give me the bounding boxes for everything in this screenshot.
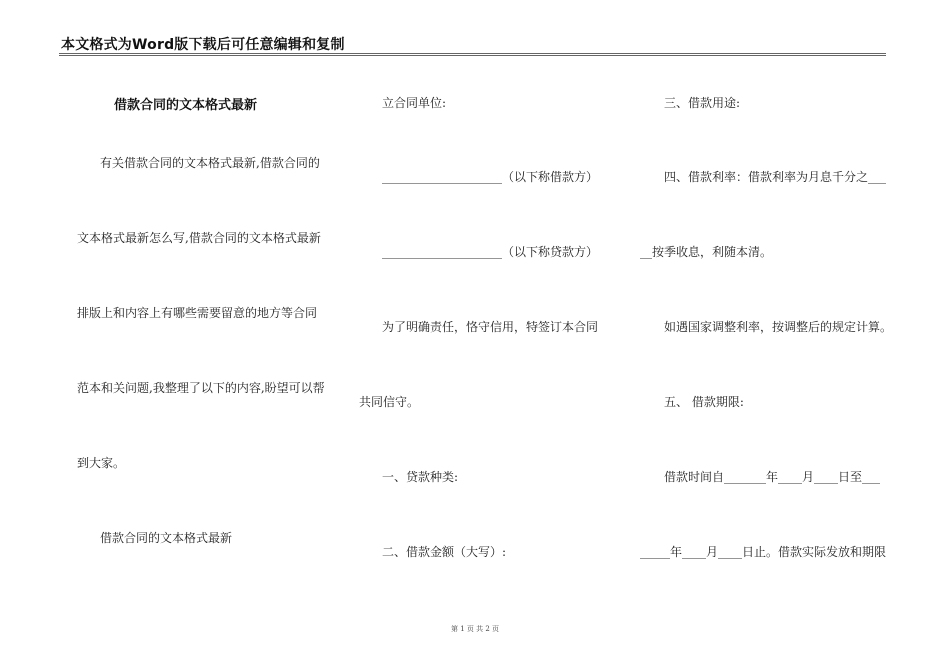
paragraph-line: _____年____月____日止。借款实际发放和期限 — [640, 545, 887, 559]
section-loan-amount: 二、借款金额（大写）: — [382, 545, 507, 559]
document-title: 借款合同的文本格式最新 — [114, 98, 258, 113]
section-loan-term: 五、 借款期限: — [664, 395, 744, 409]
section-interest-rate: 四、借款利率：借款利率为月息千分之___ — [664, 170, 887, 184]
header-rule-double — [59, 55, 886, 56]
paragraph-line: 范本和关问题,我整理了以下的内容,盼望可以帮 — [77, 381, 325, 395]
paragraph-line: __按季收息，利随本清。 — [640, 245, 773, 259]
contract-parties-label: 立合同单位: — [382, 96, 447, 110]
subheading: 借款合同的文本格式最新 — [100, 531, 233, 545]
borrower-blank-line: ____________________（以下称借款方） — [382, 170, 599, 184]
paragraph-line: 文本格式最新怎么写,借款合同的文本格式最新 — [77, 231, 321, 245]
paragraph-line: 排版上和内容上有哪些需要留意的地方等合同 — [77, 306, 318, 320]
page-number: 第 1 页 共 2 页 — [450, 625, 500, 633]
section-loan-purpose: 三、借款用途: — [664, 96, 741, 110]
paragraph-line: 共同信守。 — [359, 395, 420, 409]
section-loan-type: 一、贷款种类: — [382, 470, 459, 484]
lender-blank-line: ____________________（以下称贷款方） — [382, 245, 599, 259]
header-rule — [59, 53, 886, 54]
paragraph-line: 到大家。 — [77, 456, 126, 470]
paragraph-line: 有关借款合同的文本格式最新,借款合同的 — [100, 156, 320, 170]
paragraph-line: 如遇国家调整利率，按调整后的规定计算。 — [664, 320, 893, 334]
paragraph-line: 借款时间自_______年____月____日至___ — [664, 470, 881, 484]
document-header: 本文格式为Word版下载后可任意编辑和复制 — [61, 37, 345, 53]
paragraph-line: 为了明确责任，恪守信用，特签订本合同 — [382, 320, 599, 334]
